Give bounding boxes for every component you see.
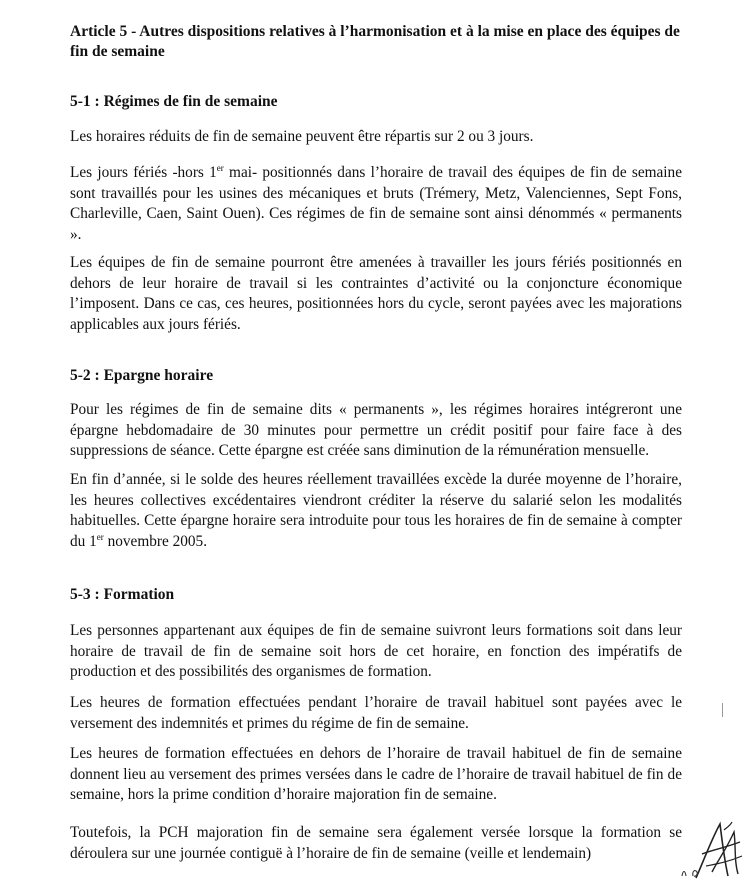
paragraph-5-2-1: Pour les régimes de fin de semaine dits « permanents », les régimes horaires intégreront une épargne hebdomadaire de 30 minutes pour permettre un crédit positif pour faire face à des suppressions de séance. Cette épargne est créée sans diminution de la rémunération mensuelle. <box>70 401 682 459</box>
paragraph-5-1-2 <box>70 163 682 245</box>
paragraph-5-2-2-start: En fin d’année, si le solde des heures réellement travaillées excède la durée moyenne de l’horaire, les heures collectives excédentaires viendront créditer la réserve du salarié selon les modalités habituelles. Cette épargne horaire sera introduite pour tous les horaires de fin de semaine à compter du 1 <box>70 471 682 550</box>
article-title: Article 5 - Autres dispositions relatives à l’harmonisation et à la mise en place des équipes de fin de semaine <box>70 23 680 60</box>
paragraph-5-2-2 <box>70 470 682 552</box>
section-heading-5-1: 5-1 : Régimes de fin de semaine <box>70 93 278 110</box>
paragraph-5-1-1: Les horaires réduits de fin de semaine peuvent être répartis sur 2 ou 3 jours. <box>70 128 534 145</box>
handwritten-initials-icon <box>678 862 708 882</box>
margin-mark <box>722 703 727 717</box>
section-heading-5-2: 5-2 : Epargne horaire <box>70 367 214 384</box>
paragraph-5-1-3: Les équipes de fin de semaine pourront être amenées à travailler les jours fériés positionnés en dehors de leur horaire de travail si les contraintes d’activité ou la conjoncture économique l’imposent. Dans ce cas, ces heures, positionnées hors du cycle, seront payées avec les majorations applicables aux jours fériés. <box>70 254 682 333</box>
superscript-er: er <box>96 531 104 542</box>
section-heading-5-3: 5-3 : Formation <box>70 586 175 603</box>
paragraph-5-3-2: Les heures de formation effectuées pendant l’horaire de travail habituel sont payées avec le versement des indemnités et primes du régime de fin de semaine. <box>70 694 682 732</box>
superscript-er: er <box>216 163 224 173</box>
paragraph-5-3-1: Les personnes appartenant aux équipes de fin de semaine suivront leurs formations soit dans leur horaire de travail de fin de semaine soit hors de cet horaire, en fonction des impératifs de production et des possibilités des organismes de formation. <box>70 622 682 680</box>
paragraph-5-1-2-start: Les jours fériés -hors 1 <box>70 164 217 181</box>
paragraph-5-2-2-end: novembre 2005. <box>103 532 208 550</box>
paragraph-5-3-4: Toutefois, la PCH majoration fin de semaine sera également versée lorsque la formation se déroulera sur une journée contiguë à l’horaire de fin de semaine (veille et lendemain) <box>70 824 682 862</box>
paragraph-5-3-3: Les heures de formation effectuées en dehors de l’horaire de travail habituel de fin de semaine donnent lieu au versement des primes versées dans le cadre de l’horaire de travail habituel de fin de semaine, hors la prime condition d’horaire majoration fin de semaine. <box>70 745 682 803</box>
paragraph-5-1-2-end: mai- positionnés dans l’horaire de travail des équipes de fin de semaine sont travaillés pour les usines des mécaniques et bruts (Trémery, Metz, Valenciennes, Sept Fons, Charleville, Caen, Saint Ouen). Ces régimes de fin de semaine sont ainsi dénommés « permanents ». <box>70 164 682 243</box>
